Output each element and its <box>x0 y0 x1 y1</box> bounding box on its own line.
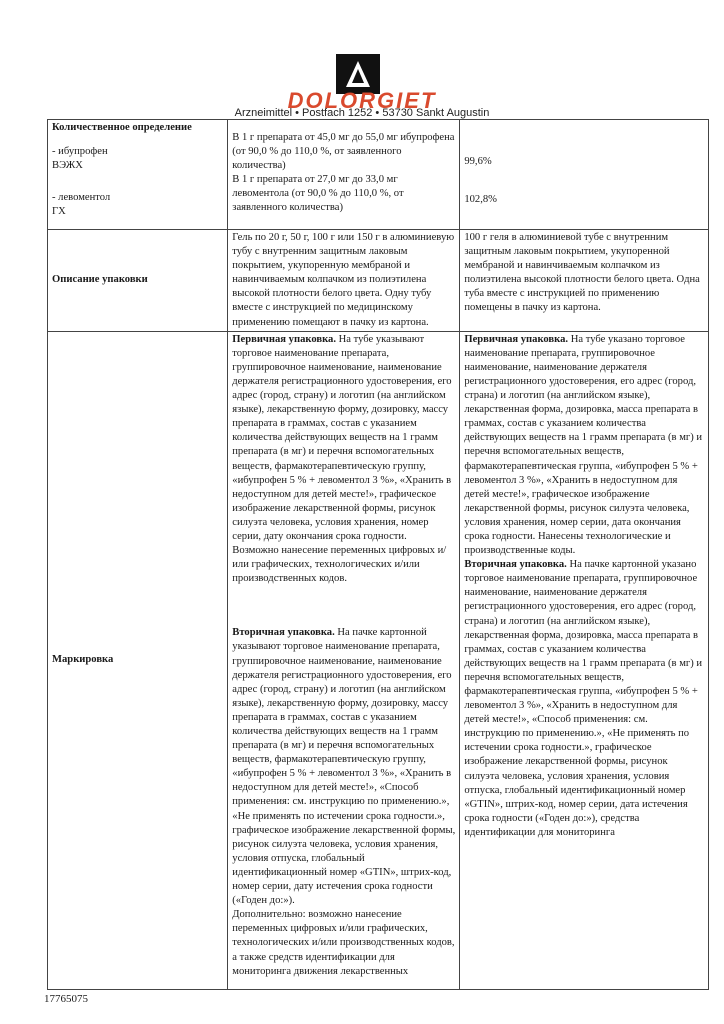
assay-heading: Количественное определение <box>52 122 192 133</box>
levomenthol-result: 102,8% <box>464 194 497 206</box>
specification-table <box>47 119 709 990</box>
ibuprofen-method: ВЭЖХ <box>52 160 83 172</box>
ibuprofen-name: - ибупрофен <box>52 146 108 158</box>
result-secondary-text: На пачке картонной указано торговое наименование препарата, группировочное наименование, наименование держателя регистрационного удостоверения, его адрес (город, страна) и логотип (на английском языке), лекарственная форма, дозировка, масса препарата в граммах, состав с указанием количества действующих веществ на 1 грамм препарата (в мг) и перечня вспомогательных веществ, фармакотерапевтическая группа, «ибупрофен 5 % + левоментол 3 %», «Хранить в недоступном для детей месте!», «Способ применения: см. инструкцию по применению.», «Не применять по истечении срока годности.», графическое изображение лекарственной формы, рисунок силуэта человека, условия хранения, условия отпуска, глобальный идентификационный номер «GTIN», штрих-код, номер серии, дата истечения срока годности («Годен до:»), средства идентификации для мониторинга <box>464 559 703 838</box>
ibuprofen-spec: В 1 г препарата от 45,0 мг до 55,0 мг ибупрофена (от 90,0 % до 110,0 %, от заявленного количества) <box>232 132 455 172</box>
assay-result-cell <box>460 120 709 230</box>
packaging-result-cell <box>460 230 709 332</box>
assay-label-cell <box>48 120 228 230</box>
brand-name: DOLORGIET <box>287 88 437 113</box>
spec-primary-text: На тубе указывают торговое наименование препарата, группировочное наименование, наименование держателя регистрационного удостоверения, его адрес (город, страну) и логотип (на английском языке), лекарственную форму, дозировку, массу препарата в граммах, состав с указанием количества действующих веществ на 1 грамм препарата (в мг) и перечня вспомогательных веществ, фармакотерапевтическую группу, «ибупрофен 5 % + левоментол 3 %», «Хранить в недоступном для детей месте!», графическое изображение лекарственной формы, рисунок силуэта человека, условия хранения, номер серии, дату окончания срока годности. Возможно нанесение переменных цифровых и/или графических, технологических и/или производственных кодов. <box>232 333 452 585</box>
packaging-spec-cell <box>228 230 460 332</box>
packaging-result: 100 г геля в алюминиевой тубе с внутренним защитным лаковым покрытием, укупоренной мембраной и навинчиваемым колпачком из полиэтилена высокой плотности белого цвета. Одна туба вместе с инструкцией по применению помещены в пачку из картона. <box>464 232 700 314</box>
table-row <box>48 120 709 230</box>
marking-spec-cell <box>228 331 460 989</box>
levomenthol-name: - левоментол <box>52 192 111 204</box>
result-primary-text: На тубе указано торговое наименование препарата, группировочное наименование, наименование держателя регистрационного удостоверения, его адрес (город, страна) и логотип (на английском языке), лекарственная форма, дозировка, масса препарата в граммах, состав с указанием количества действующих веществ на 1 грамм препарата (в мг) и перечня вспомогательных веществ, фармакотерапевтическая группа, «ибупрофен 5 % + левоментол 3 %», «Хранить в недоступном для детей месте!», графическое изображение лекарственной формы, рисунок силуэта человека, условия хранения, номер серии, дата окончания срока годности. Нанесены технологические и производственные коды. <box>464 333 703 557</box>
marking-label: Маркировка <box>52 654 114 666</box>
result-secondary-title: Вторичная упаковка. <box>464 559 567 571</box>
marking-result-cell <box>460 331 709 989</box>
packaging-label-cell <box>48 230 228 332</box>
spec-additional: Дополнительно: возможно нанесение переменных цифровых и/или графических, технологических и/или производственных кодов, а также средств идентификации для мониторинга движения лекарственных <box>232 909 455 977</box>
packaging-label: Описание упаковки <box>52 274 148 286</box>
spec-secondary-title: Вторичная упаковка. <box>232 627 335 639</box>
levomenthol-spec: В 1 г препарата от 27,0 мг до 33,0 мг левоментола (от 90,0 % до 110,0 %, от заявленного количества) <box>232 174 404 214</box>
assay-spec-cell <box>228 120 460 230</box>
marking-label-cell <box>48 331 228 989</box>
packaging-spec: Гель по 20 г, 50 г, 100 г или 150 г в алюминиевую тубу с внутренним защитным лаковым покрытием, укупоренную мембраной и навинчиваемым колпачком из полиэтилена высокой плотности белого цвета. Одну тубу вместе с инструкцией по медицинскому применению помещают в пачку из картона. <box>232 232 455 328</box>
table-row <box>48 331 709 989</box>
company-address: Arzneimittel • Postfach 1252 • 53730 Sankt Augustin <box>234 107 490 119</box>
table-row <box>48 230 709 332</box>
result-primary-title: Первичная упаковка. <box>464 333 569 345</box>
levomenthol-method: ГХ <box>52 206 66 218</box>
ibuprofen-result: 99,6% <box>464 156 492 167</box>
spec-primary-title: Первичная упаковка. <box>232 333 336 345</box>
document-number: 17765075 <box>44 993 88 1005</box>
spec-secondary-text: На пачке картонной указывают торговое наименование препарата, группировочное наименование, наименование держателя регистрационного удостоверения, его адрес (город, страну) и логотип (на английском языке), лекарственную форму, дозировку, массу препарата в граммах, состав с указанием количества действующих веществ на 1 грамм препарата (в мг) и перечня вспомогательных веществ, фармакотерапевтическую группу, «ибупрофен 5 % + левоментол 3 %», «Хранить в недоступном для детей месте!», «Способ применения: см. инструкцию по применению.», «Не применять по истечении срока годности.», графическое изображение лекарственной формы, рисунок силуэта человека, условия хранения, условия отпуска, глобальный идентификационный номер «GTIN», штрих-код, номер серии, дату истечения срока годности («Годен до:»). <box>232 627 456 907</box>
